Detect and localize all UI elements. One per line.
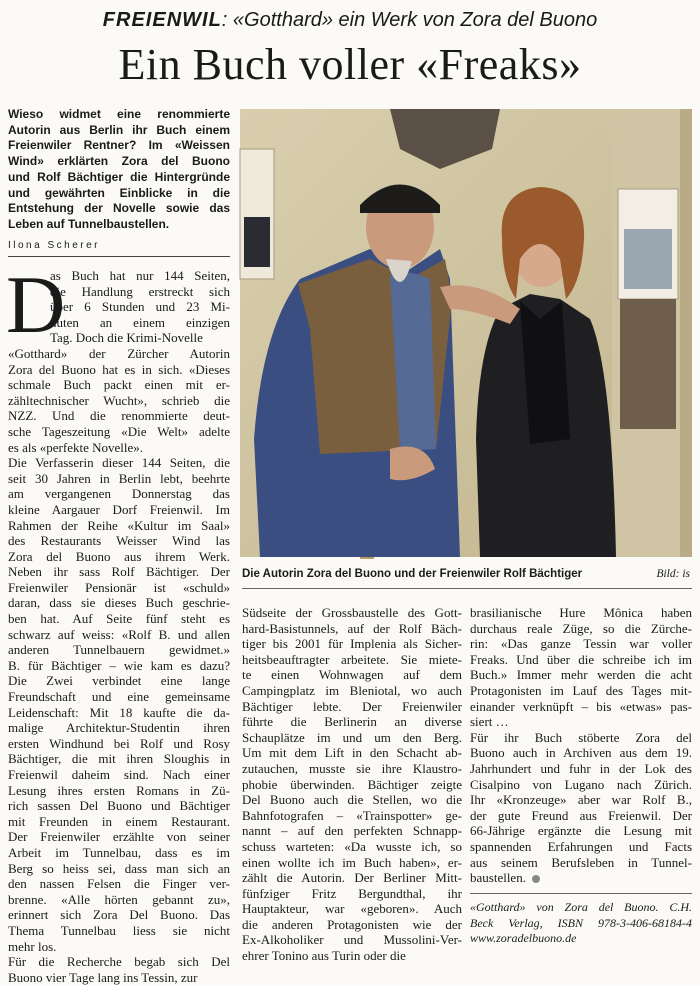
col1-line: seit 30 Jahren in Berlin lebt, beehrte <box>8 470 230 486</box>
caption-rule <box>242 588 692 589</box>
lead-line: Leben auf Tunnelbaustellen. <box>8 216 170 231</box>
col1-line: am vergangenen Donnerstag das <box>8 486 230 502</box>
col1-line: daran, dass sie dieses Buch geschrie- <box>8 595 230 611</box>
col2-line: Schauplätze im und um den Berg. <box>242 729 462 745</box>
col2-line: ehrer Tonino aus Turin oder die <box>242 948 406 964</box>
col1-line: mehr los. <box>8 938 57 954</box>
col3-line: Jahrhundert und fuhr in der Lok des <box>470 760 692 776</box>
col1_intro-line: nuten an einem einzigen <box>50 314 230 330</box>
kicker <box>0 8 700 32</box>
photo-illustration <box>240 109 692 557</box>
col2-line: zählt die Autorin. Der Berliner Mitt- <box>242 870 462 886</box>
end-mark-icon <box>532 875 540 883</box>
col1-line: Zora del Buono aus ihrem Werk. <box>8 548 230 564</box>
col2-line: nannt – auf den perfekten Schnapp- <box>242 823 462 839</box>
col1-line: es als «perfekte Novelle». <box>8 439 144 455</box>
lead-line: und Rolf Bächtiger die Hintergründe <box>8 169 230 184</box>
col1-line: Bächtiger, die mit ihren Sloughis in <box>8 751 230 767</box>
col2-line: schuss warteten: «Da wusste ich, so <box>242 838 462 854</box>
col2-line: fünfziger Fritz Bergundthal, ihr <box>242 885 462 901</box>
col3-line: durchaus reale Züge, so die Zürche- <box>470 620 692 636</box>
col1-line: Lesung ihres ersten Romans in Zü- <box>8 782 230 798</box>
col2-line: Del Buono auch die Stellen, wo die <box>242 792 462 808</box>
article-column-1 <box>6 259 230 985</box>
lead-line: Wieso widmet eine renommierte <box>8 107 230 121</box>
col2-line: tiger bis 2001 für Implenia als Sicher- <box>242 636 462 652</box>
col3-line: der gute Freund aus Freienwil. Der <box>470 807 692 823</box>
col1_intro-line: as Buch hat nur 144 Seiten, <box>50 268 230 283</box>
bookinfo-line: «Gotthard» von Zora del Buono. C.H. <box>470 900 692 914</box>
bookinfo-rule <box>470 893 692 894</box>
photo-credit: Bild: is <box>656 568 690 580</box>
kicker-place: FREIENWIL <box>102 9 222 31</box>
col2-line: führte die Berlinerin an diverse <box>242 714 462 730</box>
col2-line: einen wollte ich im Buch haben», er- <box>242 854 462 870</box>
col2-line: Bahnfotografen – «Trainspotter» ge- <box>242 807 462 823</box>
col3-line: Buono auch in Archiven aus dem 19. <box>470 745 692 761</box>
col1-line: rich sassen Del Buono und Bächtiger <box>8 798 230 814</box>
col1-line: den nassen Felsen die Finger ver- <box>8 876 230 892</box>
col1-line: Berg so heiss sei, dass man sich an <box>8 860 230 876</box>
col2-line: phobie überwinden. Bächtiger zeigte <box>242 776 462 792</box>
lead-line: Wind» erklärten Zora del Buono <box>8 154 230 169</box>
col1-line: brenne. «Alle hörten gebannt zu», <box>8 891 230 907</box>
col3-line: rin: «Das ganze Tessin war voller <box>470 636 692 652</box>
col1-line: Leidenschaft: Mit 18 kaufte die da- <box>8 704 230 720</box>
col3-line: spannenden Erfahrungen und Facts <box>470 838 692 854</box>
col1_intro-line: Tag. Doch die Krimi-Novelle <box>50 330 203 346</box>
article-column-3 <box>470 605 692 886</box>
lead-line: Autorin aus Berlin ihr Buch einem <box>8 122 230 137</box>
col2-line: heitsbeauftragter arbeitete. Sie miete- <box>242 651 462 667</box>
col2-line: Bächtiger lebte. Der Freienwiler <box>242 698 462 714</box>
col1-line: Freienwiler Pensionär ist «schuld» <box>8 579 230 595</box>
col1-line: Thema Tunnelbau liess sie nicht <box>8 922 230 938</box>
col1_intro-line: über 6 Stunden und 23 Mi- <box>50 299 230 315</box>
col3-line: aus seinem Berufsleben in Tunnel- <box>470 854 692 870</box>
col1-line: Rahmen der Reihe «Kultur im Saal» <box>8 517 230 533</box>
col2-line: Campingplatz im Bleniotal, wo auch <box>242 682 462 698</box>
col2-line: te einen Wohnwagen auf dem <box>242 667 462 683</box>
lead-line: Entstehung der Novelle sowie das <box>8 201 230 216</box>
col1-line: des Restaurants Weisser Wind las <box>8 533 230 549</box>
col1-line: B. für Bächtiger – wie kam es dazu? <box>8 657 230 673</box>
col1-line: Für die Recherche begab sich Del <box>8 954 230 970</box>
col1-line: Arbeit im Tunnelbau, dass es im <box>8 844 230 860</box>
drop-cap: D <box>6 259 66 350</box>
col1-line: Freundschaft und eine gemeinsame <box>8 689 230 705</box>
col1-line: malige Architektur-Studentin ihren <box>8 720 230 736</box>
col3-line: 66-Jährige ergänzte die Lesung mit <box>470 823 692 839</box>
col2-line: Ex-Alkoholiker und Mussolini-Ver- <box>242 932 462 948</box>
col1-line: schmale Buch packt einen mit er- <box>8 377 230 393</box>
column-1-intro <box>6 259 230 350</box>
col2-line: die anderen Protagonisten wie der <box>242 916 462 932</box>
column-1-body <box>8 346 230 985</box>
col1_intro-line: die Handlung erstreckt sich <box>50 283 230 299</box>
bookinfo-line: Beck Verlag, ISBN 978-3-406-68184-4 <box>470 915 692 930</box>
col3-line: siert … <box>470 714 509 730</box>
col2-line: Südseite der Grossbaustelle des Gott- <box>242 605 462 620</box>
col3-line: brasilianische Hure Mônica haben <box>470 605 692 620</box>
col1-line: ersten Windhund bei Rolf und Rosy <box>8 735 230 751</box>
author-byline: Ilona Scherer <box>8 240 100 251</box>
col1-line: schwarz auf weiss: «Rolf B. und allen <box>8 626 230 642</box>
col1-line: kleine Aargauer Dorf Freienwil. Im <box>8 501 230 517</box>
col2-line: hard-Basistunnels, auf der Rolf Bäch- <box>242 620 462 636</box>
kicker-subtitle: : «Gotthard» ein Werk von Zora del Buono <box>221 9 598 31</box>
col1-line: mit Freunden in einem Restaurant. <box>8 813 230 829</box>
col1-line: zähltechnischer Wucht», schrieb die <box>8 392 230 408</box>
article-photo <box>240 109 692 557</box>
photo-caption: Die Autorin Zora del Buono und der Freienwiler Rolf Bächtiger <box>242 568 583 580</box>
col1-line: NZZ. Und die renommierte deut- <box>8 408 230 424</box>
col1-line: ben hat. Auf Seite fünf steht es <box>8 611 230 627</box>
headline: Ein Buch voller «Freaks» <box>118 40 582 89</box>
byline-rule <box>8 256 230 257</box>
lead-line: Freienwiler Rentner? Im «Weissen <box>8 138 230 153</box>
col3-line: Buch.» Immer mehr werden die acht <box>470 667 692 683</box>
col1-line: sche Tageszeitung «Die Welt» adelte <box>8 423 230 439</box>
col2-line: zutauchen, musste sie ihre Klaustro- <box>242 760 462 776</box>
col1-line: erinnert sich Zora Del Buono. Das <box>8 907 230 923</box>
col1-line: Zora del Buono hat es in sich. «Dieses <box>8 361 230 377</box>
col3-line: einander verknüpft – bis «etwas» pas- <box>470 698 692 714</box>
col3-line: baustellen. <box>470 870 692 886</box>
col3-line: Für ihr Buch stöberte Zora del <box>470 729 692 745</box>
col3-line: Freaks. Und über die schreibe ich im <box>470 651 692 667</box>
lead-line: und gewährten Einblicke in die <box>8 185 230 200</box>
book-info <box>470 900 692 947</box>
article-column-2 <box>242 605 462 964</box>
col3-line: Protagonisten im Lauf des Tages mit- <box>470 682 692 698</box>
col1-line: Freienwil daheim sind. Nach einer <box>8 767 230 782</box>
bookinfo-line: www.zoradelbuono.de <box>470 931 577 945</box>
col3-line: Ihr «Kronzeuge» aber war Rolf B., <box>470 792 692 808</box>
col3-line: Cisalpino von Lugano nach Zürich. <box>470 776 692 792</box>
col1-line: Der Freienwiler erzählte von seiner <box>8 829 230 845</box>
col1-line: anderen Tunnelbauern gewidmet.» <box>8 642 230 658</box>
col1-line: «Gotthard» der Zürcher Autorin <box>8 345 230 361</box>
col1-line: Die Verfasserin dieser 144 Seiten, die <box>8 455 230 471</box>
col1-line: Die Zwei verbindet eine lange <box>8 673 230 689</box>
col2-line: Um mit dem Lift in den Schacht ab- <box>242 745 462 761</box>
col1-line: Buono vier Tage lang ins Tessin, zur <box>8 969 198 985</box>
column-3-body <box>470 605 692 886</box>
col1-line: Neben ihr sass Rolf Bächtiger. Der <box>8 564 230 580</box>
col2-line: Hauptakteur, war «geboren». Auch <box>242 901 462 917</box>
lead-paragraph <box>8 107 230 233</box>
